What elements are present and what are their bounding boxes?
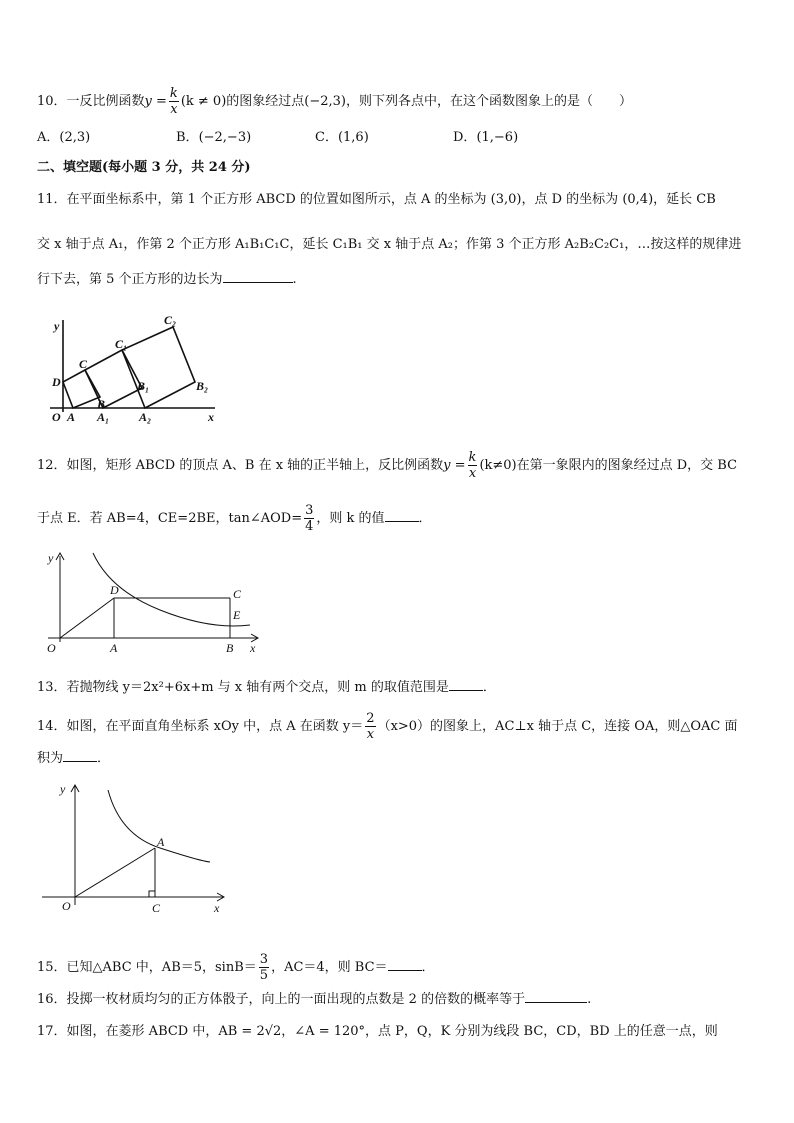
q14-line1: 14．如图，在平面直角坐标系 xOy 中，点 A 在函数 y＝ $\frac{2}{x}$ （x>0）的图象上，AC⊥x 轴于点 C，连接 OA，则△OAC 面 <box>37 711 738 742</box>
svg-text:C: C <box>233 587 242 601</box>
svg-text:y: y <box>60 782 66 796</box>
q10-suffix: ，则下列各点中，在这个函数图象上的是（ ） <box>346 94 633 109</box>
answer-blank[interactable] <box>63 747 97 762</box>
svg-text:A₂: A₂ <box>139 410 152 424</box>
frac-num: k <box>169 86 178 101</box>
q11-line3: 行下去，第 5 个正方形的边长为 . <box>37 268 297 290</box>
svg-text:B₁: B₁ <box>137 379 150 393</box>
svg-text:B: B <box>97 397 106 411</box>
option-a[interactable]: A．(2,3) <box>37 130 91 145</box>
figure-squares <box>50 320 215 412</box>
svg-text:A₁: A₁ <box>97 410 110 424</box>
svg-text:O: O <box>52 410 61 424</box>
q10-middle: 的图象经过点 <box>226 94 305 109</box>
answer-blank[interactable] <box>388 956 422 971</box>
svg-text:O: O <box>62 899 71 913</box>
q10-y-eq: y = <box>144 94 167 109</box>
svg-text:x: x <box>214 901 220 915</box>
svg-text:x: x <box>208 410 214 424</box>
hyperbola <box>108 790 210 862</box>
option-d[interactable]: D．(1,−6) <box>453 130 519 145</box>
q12-line2: 于点 E．若 AB=4，CE=2BE，tan∠AOD= $\frac{3}{4}$ ，则 k 的值 ． <box>37 503 432 534</box>
svg-text:x: x <box>250 641 256 655</box>
svg-text:D: D <box>110 583 119 597</box>
svg-text:B: B <box>226 641 234 655</box>
q10-text: 10．一反比例函数 <box>37 94 145 109</box>
answer-blank[interactable] <box>449 676 483 691</box>
q10-cond: (k ≠ 0) <box>180 94 227 109</box>
svg-text:A: A <box>110 641 118 655</box>
q10-point: (−2,3) <box>304 94 346 109</box>
svg-text:C₁: C₁ <box>115 337 128 351</box>
svg-text:O: O <box>47 641 56 655</box>
figure-triangle-labels <box>59 782 220 915</box>
square-3 <box>122 327 195 408</box>
answer-blank[interactable] <box>525 988 587 1003</box>
q12-line1: 12．如图，矩形 ABCD 的顶点 A、B 在 x 轴的正半轴上，反比例函数y = $\frac{k}{x}$ (k≠0)在第一象限内的图象经过点 D，交 BC <box>37 450 738 481</box>
svg-text:A: A <box>157 835 165 849</box>
svg-text:E: E <box>233 608 241 622</box>
q13: 13．若抛物线 y＝2x²+6x+m 与 x 轴有两个交点，则 m 的取值范围是 ． <box>37 676 496 698</box>
svg-text:B₂: B₂ <box>196 379 209 393</box>
q15: 15．已知△ABC 中，AB＝5，sinB＝ $\frac{3}{5}$ ，AC＝4，则 BC＝ ． <box>37 952 435 983</box>
frac-den: x <box>170 102 178 117</box>
q16: 16．投掷一枚材质均匀的正方体骰子，向上的一面出现的点数是 2 的倍数的概率等于 . <box>37 988 591 1010</box>
svg-text:A: A <box>67 410 76 424</box>
q17: 17．如图，在菱形 ABCD 中，AB = 2√2，∠A = 120°，点 P，Q，K 分别为线段 BC，CD，BD 上的任意一点，则 <box>37 1024 718 1039</box>
option-c[interactable]: C．(1,6) <box>315 130 369 145</box>
svg-text:y: y <box>48 551 54 565</box>
option-b[interactable]: B．(−2,−3) <box>176 130 252 145</box>
q14-line2: 积为 ． <box>37 747 110 769</box>
svg-text:D: D <box>52 375 61 389</box>
svg-text:C: C <box>152 901 161 915</box>
figure-triangle <box>42 785 224 905</box>
figure-rectangle <box>48 553 258 642</box>
section-heading: 二、填空题(每小题 3 分，共 24 分) <box>37 160 251 175</box>
answer-blank[interactable] <box>385 507 419 522</box>
svg-text:C₂: C₂ <box>164 313 177 327</box>
svg-text:y: y <box>54 319 60 333</box>
figure-rectangle-labels <box>47 551 256 655</box>
q11-line2: 交 x 轴于点 A₁，作第 2 个正方形 A₁B₁C₁C，延长 C₁B₁ 交 x 轴于点 A₂；作第 3 个正方形 A₂B₂C₂C₁，…按这样的规律进 <box>37 237 742 252</box>
svg-text:C: C <box>79 357 88 371</box>
q11-line1: 11．在平面坐标系中，第 1 个正方形 ABCD 的位置如图所示，点 A 的坐标为 (3,0)，点 D 的坐标为 (0,4)，延长 CB <box>37 192 716 207</box>
